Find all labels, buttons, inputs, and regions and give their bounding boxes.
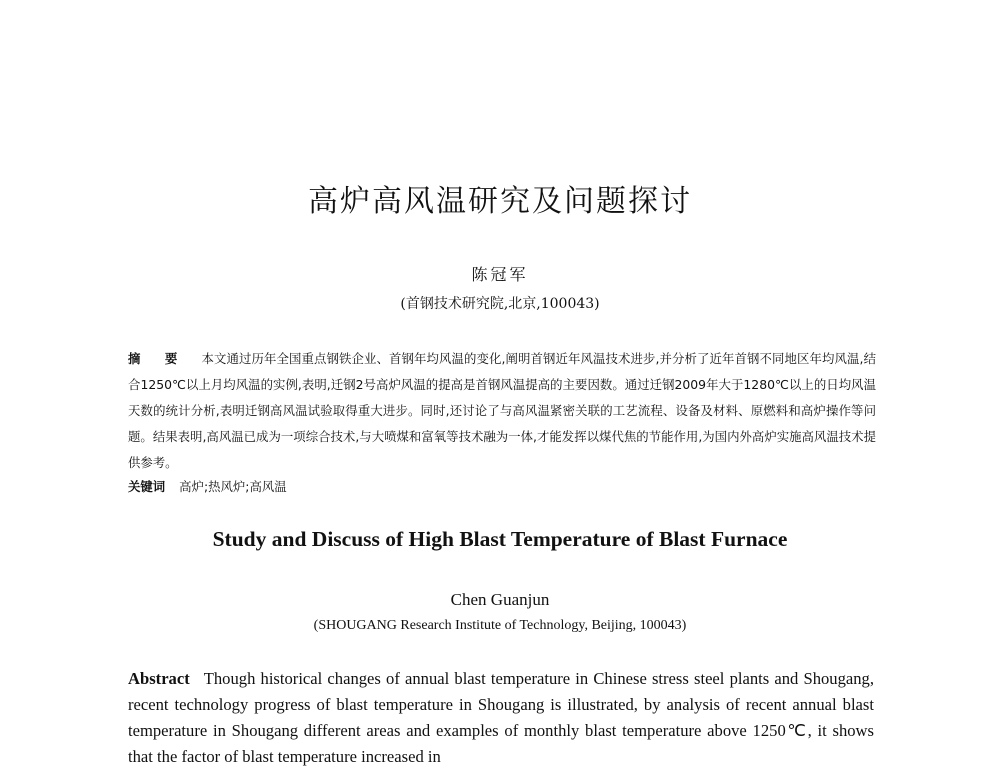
keywords-text-chinese: 高炉;热风炉;高风温: [179, 479, 287, 494]
paper-title-english: Study and Discuss of High Blast Temperature of Blast Furnace: [212, 527, 788, 551]
author-name-english: Chen Guanjun: [450, 590, 550, 609]
keywords-label-chinese: 关键词: [128, 479, 166, 494]
affiliation-english: (SHOUGANG Research Institute of Technology, Beijing, 100043): [313, 618, 687, 633]
abstract-text-chinese: 本文通过历年全国重点钢铁企业、首钢年均风温的变化,阐明首钢近年风温技术进步,并分析了近年首钢不同地区年均风温,结合1250℃以上月均风温的实例,表明,迁钢2号高炉风温的提高是首钢风温提高的主要因数。通过迁钢2009年大于1280℃以上的日均风温天数的统计分析,表明迁钢高风温试验取得重大进步。同时,还讨论了与高风温紧密关联的工艺流程、设备及材料、原燃料和高炉操作等问题。结果表明,高风温已成为一项综合技术,与大喷煤和富氧等技术融为一体,才能发挥以煤代焦的节能作用,为国内外高炉实施高风温技术提供参考。: [128, 351, 876, 470]
author-name-chinese: 陈冠军: [471, 265, 529, 284]
abstract-english: [128, 666, 874, 770]
paper-title-chinese: 高炉高风温研究及问题探讨: [308, 184, 692, 219]
keywords-chinese: [128, 476, 876, 498]
affiliation-chinese: (首钢技术研究院,北京,100043): [400, 296, 600, 312]
abstract-chinese: [128, 346, 876, 476]
abstract-label-chinese: 摘 要: [128, 351, 188, 366]
abstract-label-english: Abstract: [128, 669, 190, 688]
abstract-text-english: Though historical changes of annual blast temperature in Chinese stress steel plants and Shougang, recent technology progress of blast temperature in Shougang is illustrated, by analysis of recent annual blast temperature in Shougang different areas and examples of monthly blast temperature above 1250℃, it shows that the factor of blast temperature increased in: [128, 669, 874, 766]
